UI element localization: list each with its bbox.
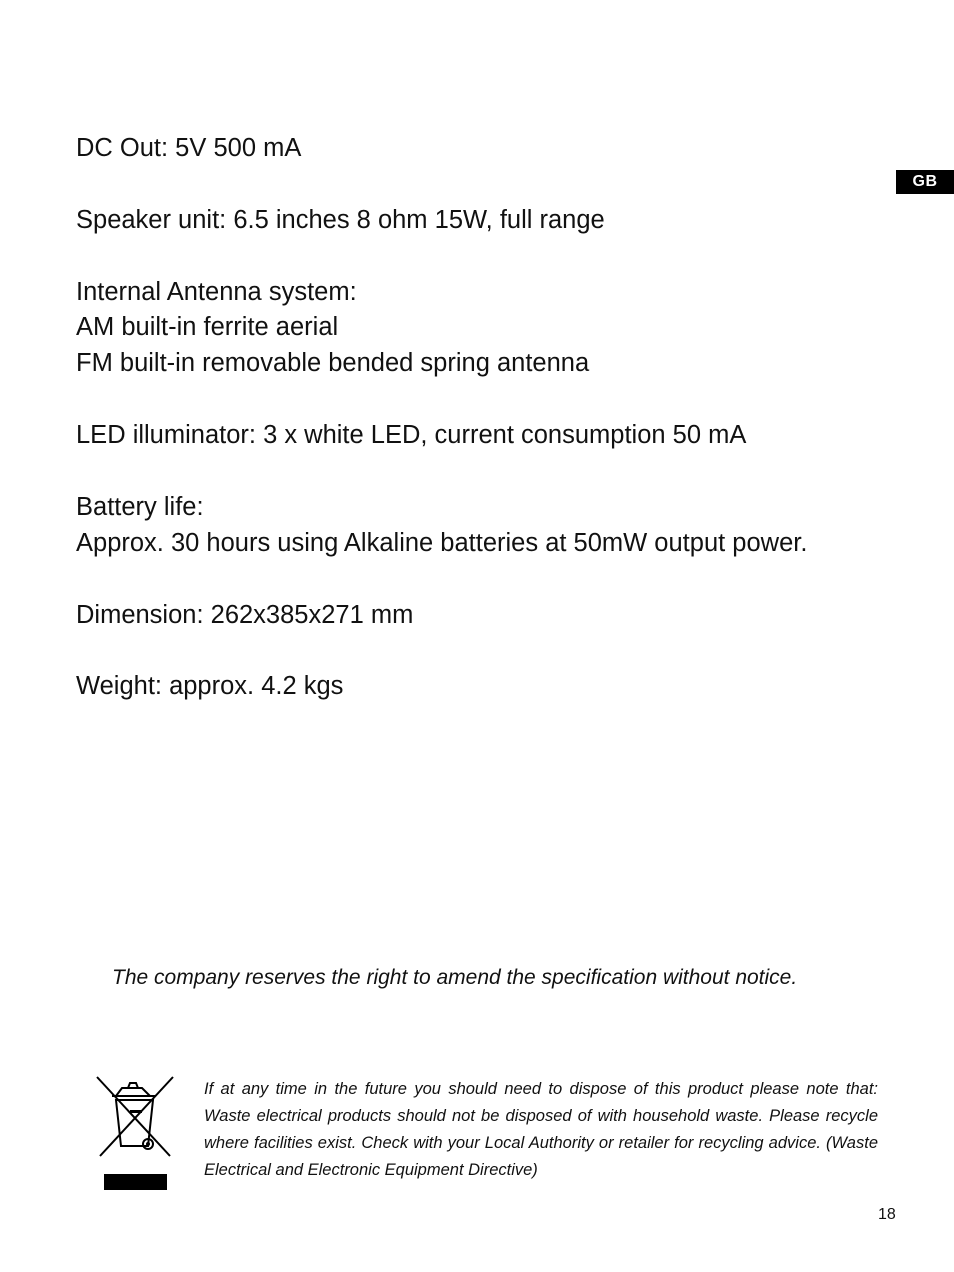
spec-antenna-fm: FM built-in removable bended spring antenna [76, 349, 590, 377]
language-tab-gb: GB [896, 170, 954, 194]
spec-antenna-heading: Internal Antenna system: [76, 278, 357, 306]
weee-disposal-text: If at any time in the future you should need to dispose of this product please note that: Waste electrical products should not be disposed of with household waste. Please recycle where facilities exist. Check with your Local Authority or retailer for recycling advice. (Waste Electrical and Electronic Equipment Directive) [204, 1080, 878, 1179]
spec-led-illuminator: LED illuminator: 3 x white LED, current consumption 50 mA [76, 421, 747, 449]
spec-battery-detail: Approx. 30 hours using Alkaline batteries at 50mW output power. [76, 529, 808, 557]
spec-battery-heading: Battery life: [76, 493, 204, 521]
spec-dimension: Dimension: 262x385x271 mm [76, 601, 414, 629]
page-number: 18 [878, 1206, 896, 1223]
spec-antenna-am: AM built-in ferrite aerial [76, 313, 339, 341]
spec-speaker-unit: Speaker unit: 6.5 inches 8 ohm 15W, full range [76, 206, 605, 234]
crossed-out-wheelie-bin-icon [94, 1074, 176, 1192]
specification-notice: The company reserves the right to amend the specification without notice. [112, 966, 798, 989]
spec-weight: Weight: approx. 4.2 kgs [76, 672, 344, 700]
spec-dc-out: DC Out: 5V 500 mA [76, 134, 302, 162]
